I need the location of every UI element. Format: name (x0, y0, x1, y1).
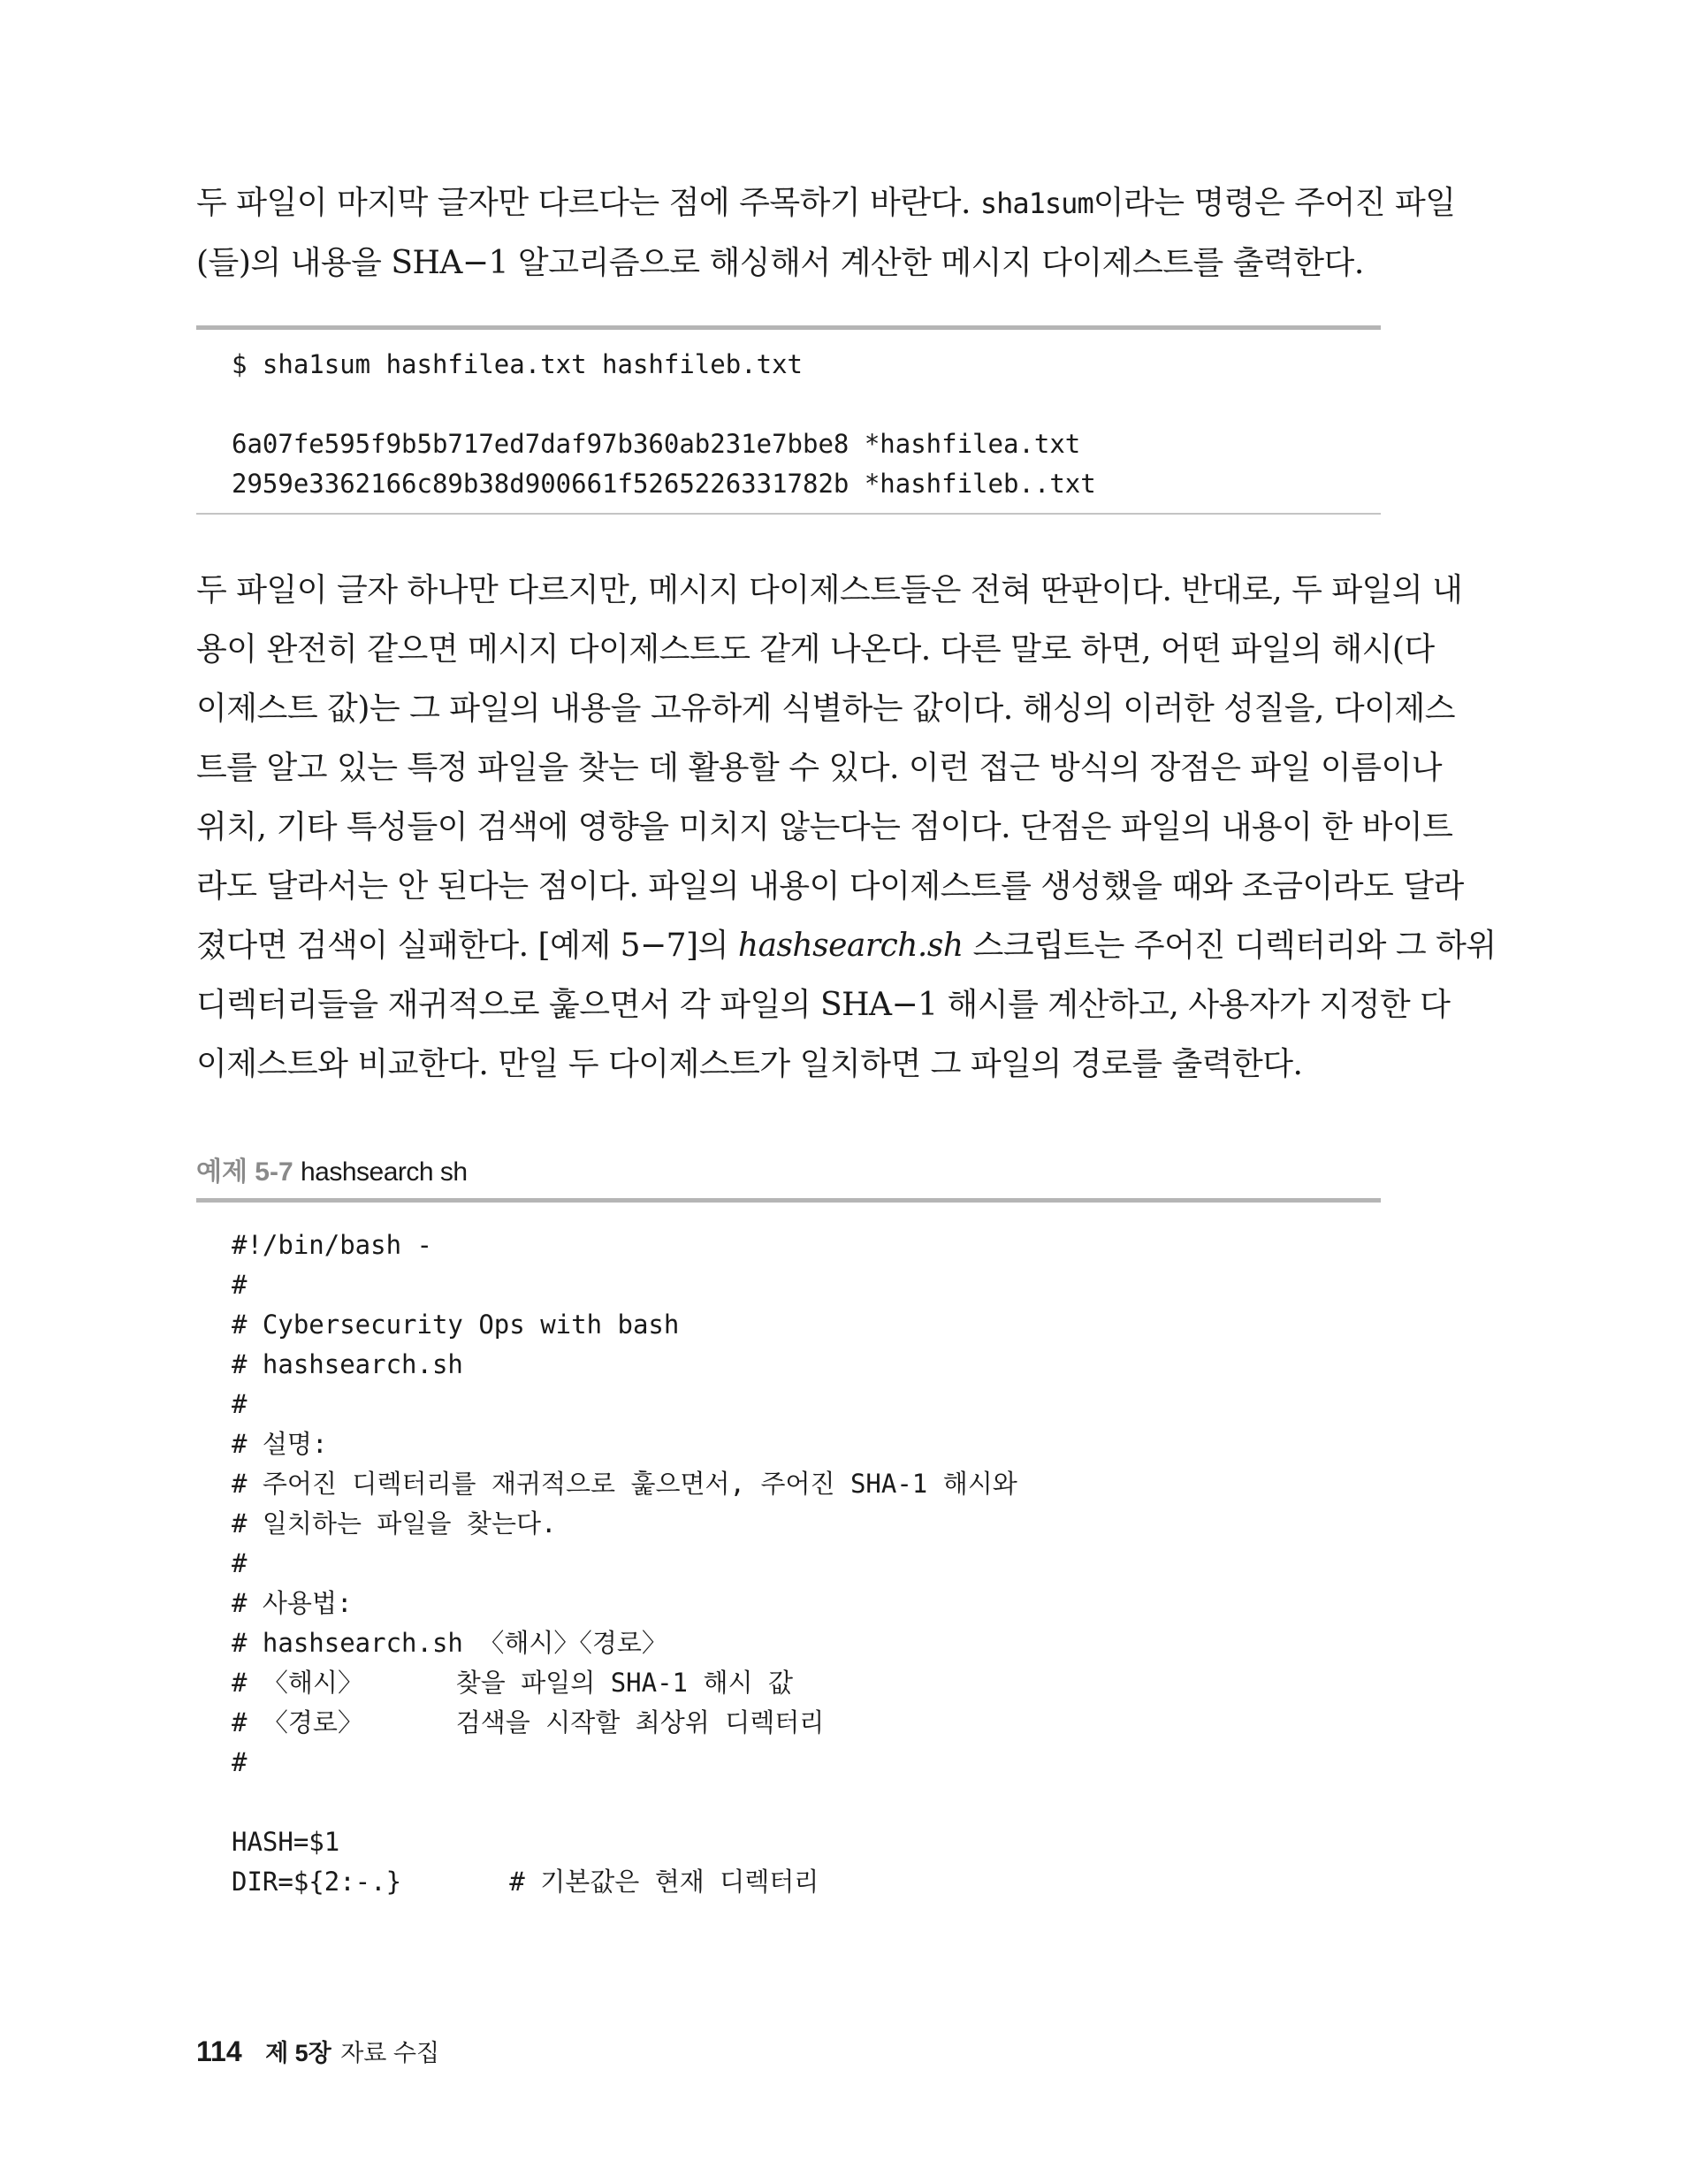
code-line (232, 1783, 1372, 1822)
main-line-1: 두 파일이 글자 하나만 다르지만, 메시지 다이제스트들은 전혀 딴판이다. 반대로, 두 파일의 내 (196, 572, 1463, 608)
page-number: 114 (196, 2035, 242, 2067)
intro-line-1 (196, 173, 1456, 233)
code-line: # 주어진 디렉터리를 재귀적으로 훑으면서, 주어진 SHA-1 해시와 (232, 1469, 1017, 1499)
code-line: # 설명: (232, 1429, 328, 1459)
script-name: hashsearch.sh (737, 928, 964, 964)
code-line: 2959e3362166c89b38d900661f5265226331782b *hashfileb..txt (232, 469, 1096, 499)
code-line: # 〈경로〉 검색을 시작할 최상위 디렉터리 (232, 1707, 825, 1737)
code-line: # (232, 1270, 248, 1300)
intro-line-2: (들)의 내용을 SHA−1 알고리즘으로 해싱해서 계산한 메시지 다이제스트를 출력한다. (196, 245, 1364, 281)
code-block-1-bottom-rule (196, 513, 1381, 515)
intro-paragraph (196, 173, 1456, 293)
code-line: #!/bin/bash - (232, 1230, 432, 1260)
code-block-1 (232, 345, 1372, 504)
code-line: # hashsearch.sh (232, 1349, 463, 1379)
example-title: hashsearch sh (301, 1157, 468, 1187)
main-paragraph (196, 561, 1497, 1094)
intro-line-1-text-a: 두 파일이 마지막 글자만 다르다는 점에 주목하기 바란다. (196, 185, 980, 221)
main-line-2: 용이 완전히 같으면 메시지 다이제스트도 같게 나온다. 다른 말로 하면, 어떤 파일의 해시(다 (196, 631, 1435, 668)
code-line: $ sha1sum hashfilea.txt hashfileb.txt (232, 349, 804, 379)
code-block-2-top-rule (196, 1198, 1381, 1203)
main-line-9: 이제스트와 비교한다. 만일 두 다이제스트가 일치하면 그 파일의 경로를 출력한다. (196, 1046, 1303, 1082)
main-line-4: 트를 알고 있는 특정 파일을 찾는 데 활용할 수 있다. 이런 접근 방식의 장점은 파일 이름이나 (196, 750, 1443, 786)
main-line-8: 디렉터리들을 재귀적으로 훑으면서 각 파일의 SHA−1 해시를 계산하고, 사용자가 지정한 다 (196, 987, 1451, 1023)
example-caption (196, 1155, 468, 1190)
code-line: # Cybersecurity Ops with bash (232, 1310, 680, 1340)
code-line: DIR=${2:-.} # 기본값은 현재 디렉터리 (232, 1867, 819, 1897)
main-line-3: 이제스트 값)는 그 파일의 내용을 고유하게 식별하는 값이다. 해싱의 이러한 성질을, 다이제스 (196, 691, 1456, 727)
example-label: 예제 5-7 (196, 1157, 293, 1187)
code-line: # 일치하는 파일을 찾는다. (232, 1508, 557, 1539)
main-line-7-text-a: 졌다면 검색이 실패한다. [예제 5−7]의 (196, 928, 738, 964)
chapter-title: 자료 수집 (340, 2040, 440, 2066)
page-footer (196, 2034, 439, 2075)
code-block-1-top-rule (196, 325, 1381, 330)
code-line (232, 385, 1372, 424)
code-line: # (232, 1389, 248, 1419)
main-line-7 (196, 916, 1497, 975)
code-line: 6a07fe595f9b5b717ed7daf97b360ab231e7bbe8 *hashfilea.txt (232, 429, 1081, 459)
code-line: # 사용법: (232, 1588, 353, 1618)
code-line: # (232, 1747, 248, 1777)
main-line-6: 라도 달라서는 안 된다는 점이다. 파일의 내용이 다이제스트를 생성했을 때와 조금이라도 달라 (196, 868, 1464, 905)
main-line-7-text-b: 스크립트는 주어진 디렉터리와 그 하위 (963, 928, 1497, 964)
code-line: # (232, 1548, 248, 1578)
code-line: # 〈해시〉 찾을 파일의 SHA-1 해시 값 (232, 1668, 793, 1698)
code-block-2 (232, 1226, 1372, 1902)
intro-line-1-text-b: 이라는 명령은 주어진 파일 (1093, 185, 1456, 221)
inline-command: sha1sum (979, 187, 1093, 220)
chapter-label: 제 5장 (265, 2040, 331, 2066)
code-line: HASH=$1 (232, 1827, 340, 1857)
code-line: # hashsearch.sh 〈해시〉〈경로〉 (232, 1628, 667, 1658)
main-line-5: 위치, 기타 특성들이 검색에 영향을 미치지 않는다는 점이다. 단점은 파일의 내용이 한 바이트 (196, 809, 1453, 845)
